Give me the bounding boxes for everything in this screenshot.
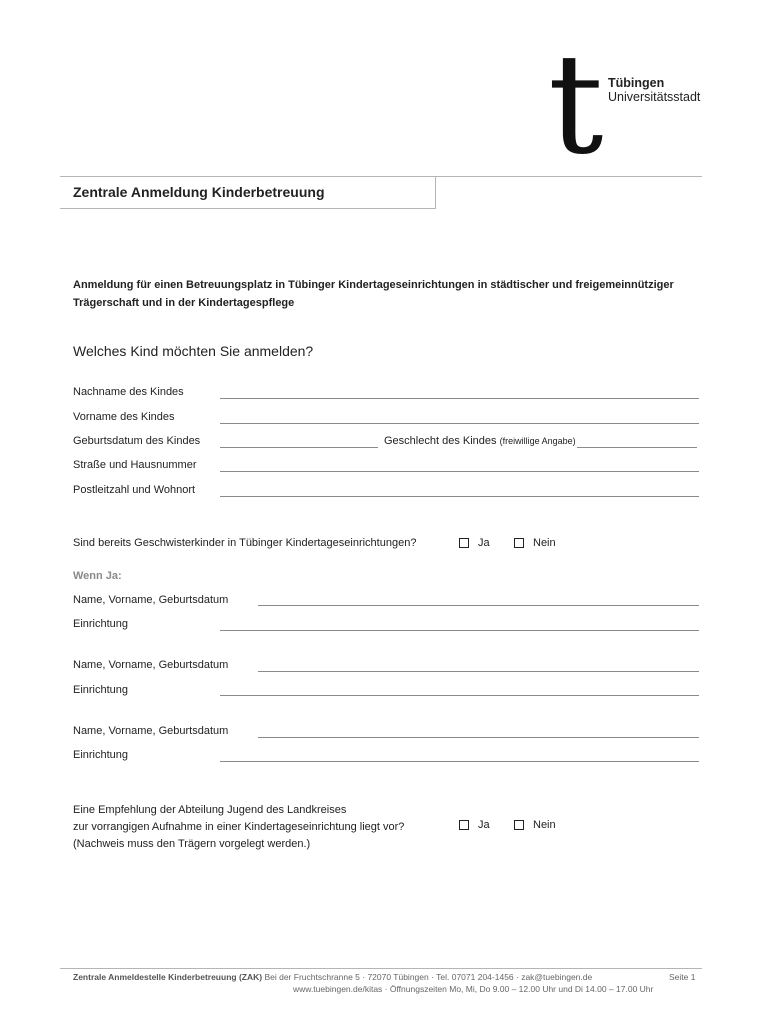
title-box-bottom-rule [60, 208, 436, 209]
sibling-3-name-field[interactable] [258, 737, 699, 738]
page-title: Zentrale Anmeldung Kinderbetreuung [73, 184, 325, 200]
siblings-no-option[interactable] [514, 537, 556, 549]
gender-label-group [384, 435, 576, 447]
street-label: Straße und Hausnummer [73, 459, 197, 471]
sibling-1-facility-label: Einrichtung [73, 618, 129, 630]
sibling-3-facility-label: Einrichtung [73, 749, 129, 761]
sibling-3-facility-field[interactable] [220, 761, 699, 762]
sibling-2-facility-field[interactable] [220, 695, 699, 696]
footer-address: Bei der Fruchtschranne 5 · 72070 Tübingen · Tel. 07071 204-1456 · zak@tuebingen.de [264, 972, 593, 982]
siblings-yes-label: Ja [478, 537, 490, 549]
footer-org: Zentrale Anmeldestelle Kinderbetreuung (ZAK) [73, 972, 263, 982]
city-label: Postleitzahl und Wohnort [73, 484, 196, 496]
recommendation-yes-checkbox[interactable] [459, 820, 469, 830]
recommendation-question [73, 802, 404, 853]
birthdate-field[interactable] [220, 447, 378, 448]
recommendation-line-1: Eine Empfehlung der Abteilung Jugend des Landkreises [73, 804, 347, 816]
gender-field[interactable] [577, 447, 697, 448]
siblings-question: Sind bereits Geschwisterkinder in Tübinger Kindertageseinrichtungen? [73, 537, 417, 549]
sibling-1-facility-field[interactable] [220, 630, 699, 631]
recommendation-yes-option[interactable] [459, 819, 490, 831]
gender-label: Geschlecht des Kindes [384, 435, 497, 447]
title-box-divider [435, 176, 436, 209]
siblings-yes-option[interactable] [459, 537, 490, 549]
birthdate-label: Geburtsdatum des Kindes [73, 435, 201, 447]
child-section-heading: Welches Kind möchten Sie anmelden? [73, 343, 314, 359]
recommendation-line-3: (Nachweis muss den Trägern vorgelegt werden.) [73, 838, 311, 850]
recommendation-no-option[interactable] [514, 819, 556, 831]
sibling-3-name-label: Name, Vorname, Geburtsdatum [73, 725, 229, 737]
siblings-no-label: Nein [533, 537, 556, 549]
title-box-top-rule [60, 176, 702, 177]
footer-rule [60, 968, 702, 969]
page-number: Seite 1 [669, 972, 696, 982]
recommendation-no-checkbox[interactable] [514, 820, 524, 830]
siblings-no-checkbox[interactable] [514, 538, 524, 548]
intro-text: Anmeldung für einen Betreuungsplatz in Tübinger Kindertageseinrichtungen in städtischer und freigemeinnütziger Trägerschaft und in der Kindertagespflege [73, 279, 674, 309]
logo-city-name: Tübingen [608, 76, 665, 90]
sibling-2-facility-label: Einrichtung [73, 684, 129, 696]
recommendation-no-label: Nein [533, 819, 556, 831]
city-logo-mark: t [548, 24, 604, 185]
city-field[interactable] [220, 496, 699, 497]
gender-optional-note: (freiwillige Angabe) [499, 436, 576, 446]
footer-line-1 [73, 972, 592, 982]
if-yes-label: Wenn Ja: [73, 570, 122, 582]
footer-line-2: www.tuebingen.de/kitas · Öffnungszeiten Mo, Mi, Do 9.00 – 12.00 Uhr und Di 14.00 – 17.00 Uhr [293, 984, 654, 994]
lastname-label: Nachname des Kindes [73, 386, 184, 398]
sibling-1-name-label: Name, Vorname, Geburtsdatum [73, 594, 229, 606]
recommendation-line-2: zur vorrangigen Aufnahme in einer Kindertageseinrichtung liegt vor? [73, 821, 405, 833]
logo-city-subtitle: Universitätsstadt [608, 90, 701, 104]
sibling-2-name-label: Name, Vorname, Geburtsdatum [73, 659, 229, 671]
sibling-1-name-field[interactable] [258, 605, 699, 606]
lastname-field[interactable] [220, 398, 699, 399]
siblings-yes-checkbox[interactable] [459, 538, 469, 548]
sibling-2-name-field[interactable] [258, 671, 699, 672]
firstname-field[interactable] [220, 423, 699, 424]
recommendation-yes-label: Ja [478, 819, 490, 831]
street-field[interactable] [220, 471, 699, 472]
firstname-label: Vorname des Kindes [73, 411, 175, 423]
